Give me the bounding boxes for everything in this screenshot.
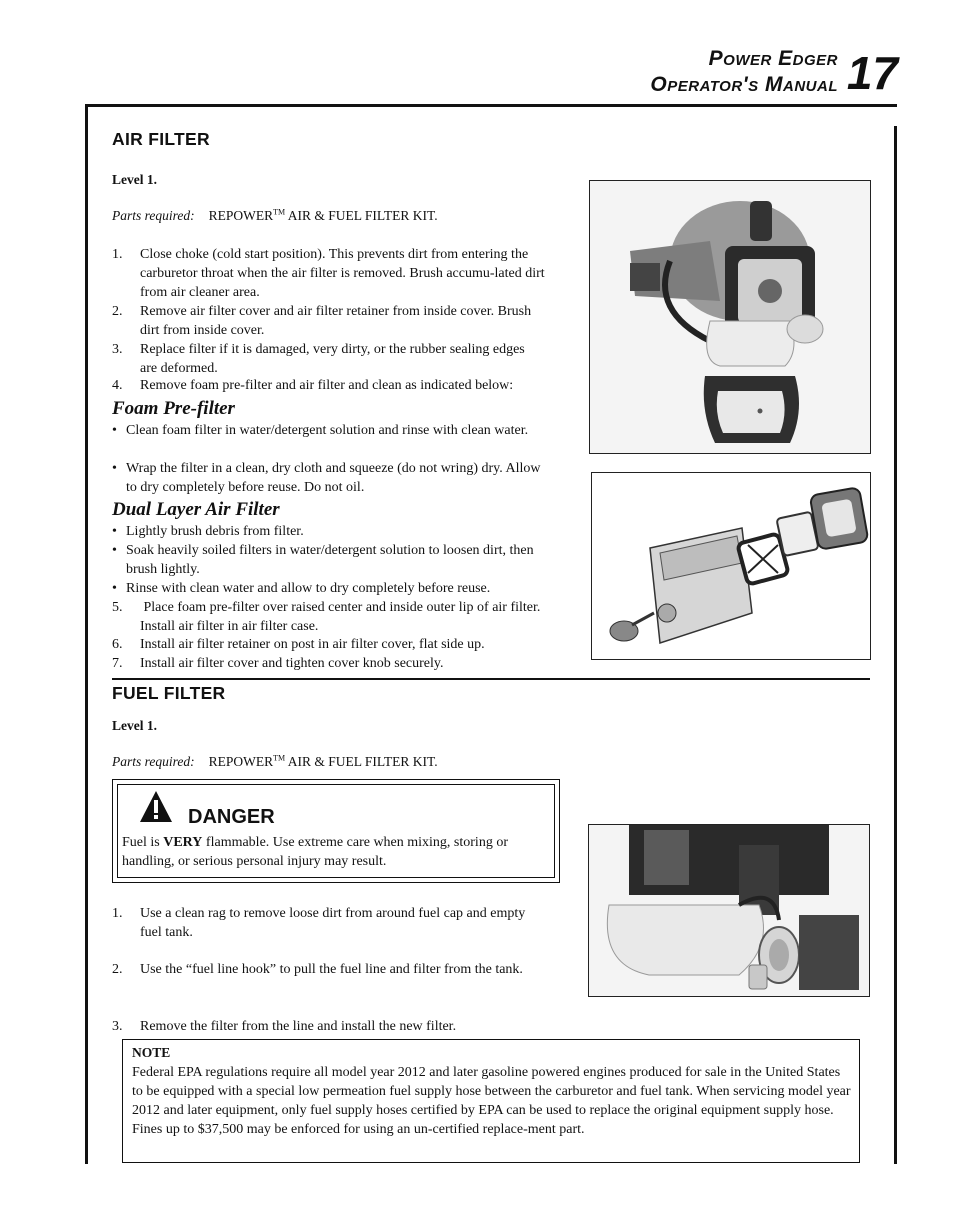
fuel-filter-title: FUEL FILTER [112,683,226,703]
manual-title-line2: Operator's Manual [650,73,838,96]
manual-title [650,46,838,98]
bullet: • [112,423,117,438]
bullet: • [112,543,117,558]
step-text: Place foam pre-filter over raised center and inside outer lip of air filter. Install air filter in air filter case. [140,600,544,634]
step-text: Remove the filter from the line and install the new filter. [140,1019,457,1034]
danger-box [112,779,560,883]
step-number: 6. [112,637,123,652]
bullet-text: Soak heavily soiled filters in water/detergent solution to loosen dirt, then brush lightly. [126,543,534,577]
warning-triangle-icon [138,789,174,825]
header-rule [85,104,897,107]
step-number: 1. [112,247,123,262]
danger-box-inner [117,784,555,878]
manual-title-line1: Power Edger [708,47,838,70]
danger-title: DANGER [188,806,275,828]
epa-note-box [122,1039,860,1163]
air-filter-parts-diagram [591,472,871,660]
parts-label: Parts required: [112,753,195,769]
step-text: Remove foam pre-filter and air filter and clean as indicated below: [140,378,514,393]
parts-label: Parts required: [112,207,195,223]
step-number: 2. [112,962,123,977]
bullet-text: Rinse with clean water and allow to dry completely before reuse. [126,581,491,596]
step-number: 7. [112,656,123,671]
air-filter-level: Level 1. [112,172,157,187]
air-filter-engine-photo [589,180,871,454]
left-margin-rule [85,107,88,1164]
step-text: Remove air filter cover and air filter retainer from inside cover. Brush dirt from inside cover. [140,304,532,338]
note-text: Federal EPA regulations require all model year 2012 and later gasoline powered engines produced for sale in the United States to be equipped with a special low permeation fuel supply hose between the carburetor and fuel tank. When servicing model year 2012 and later equipment, only fuel supply hoses certified by EPA can be used to replace the original equipment supply hose. Fines up to $37,500 may be enforced for using an un-certified replace-ment part. [132,1065,851,1137]
parts-value: REPOWER™ AIR & FUEL FILTER KIT. [208,207,438,223]
step-text: Replace filter if it is damaged, very dirty, or the rubber sealing edges are deformed. [140,342,525,376]
section-divider [112,678,870,680]
step-text: Use a clean rag to remove loose dirt from around fuel cap and empty fuel tank. [140,906,526,940]
step-text: Use the “fuel line hook” to pull the fuel line and filter from the tank. [140,962,523,977]
step-number: 5. [112,600,123,615]
step-number: 3. [112,1019,123,1034]
bullet-text: Lightly brush debris from filter. [126,524,304,539]
bullet: • [112,581,117,596]
fuel-tank-photo [588,824,870,997]
bullet-text: Wrap the filter in a clean, dry cloth and squeeze (do not wring) dry. Allow to dry completely before reuse. Do not oil. [126,461,541,495]
parts-value: REPOWER™ AIR & FUEL FILTER KIT. [208,753,438,769]
bullet-text: Clean foam filter in water/detergent solution and rinse with clean water. [126,423,529,438]
danger-text: Fuel is VERY flammable. Use extreme care when mixing, storing or handling, or serious personal injury may result. [122,835,508,869]
air-filter-title: AIR FILTER [112,129,210,149]
step-number: 4. [112,378,123,393]
step-text: Install air filter cover and tighten cover knob securely. [140,656,444,671]
step-number: 1. [112,906,123,921]
step-text: Install air filter retainer on post in air filter cover, flat side up. [140,637,485,652]
step-number: 2. [112,304,123,319]
bullet: • [112,524,117,539]
fuel-filter-parts [112,753,438,770]
bullet: • [112,461,117,476]
air-filter-parts [112,207,438,224]
right-margin-rule [894,126,897,1164]
step-number: 3. [112,342,123,357]
foam-prefilter-heading: Foam Pre-filter [112,398,235,419]
page-number: 17 [846,47,898,99]
dual-layer-heading: Dual Layer Air Filter [112,499,280,520]
fuel-filter-level: Level 1. [112,718,157,733]
step-text: Close choke (cold start position). This prevents dirt from entering the carburetor throat when the air filter is removed. Brush accumu-lated dirt from air cleaner area. [140,247,545,300]
note-title: NOTE [132,1045,171,1060]
